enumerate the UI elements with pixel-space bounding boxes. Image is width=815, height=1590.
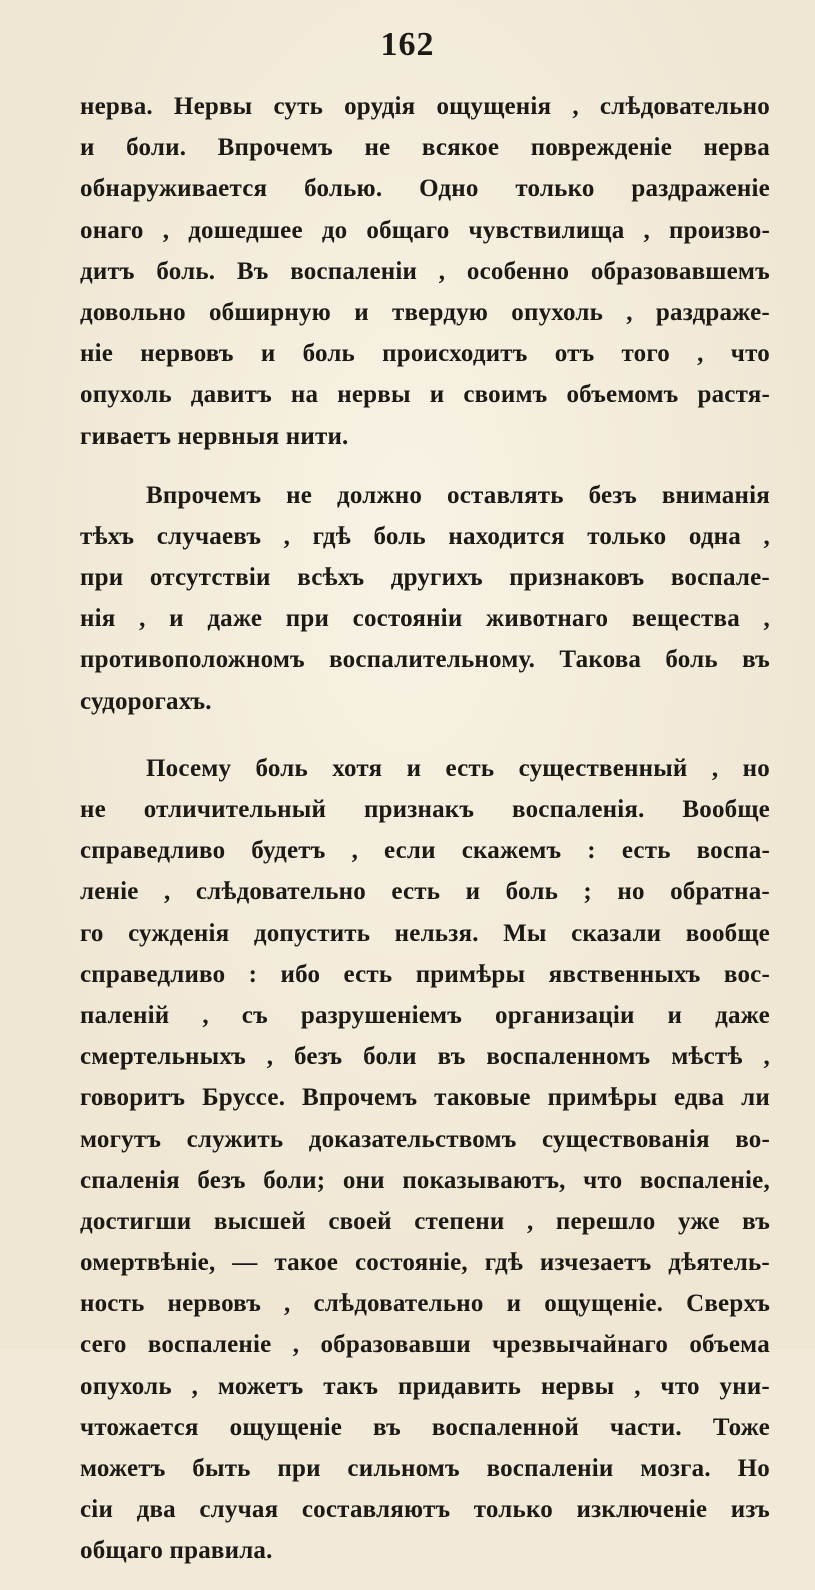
text-line: спаленія безъ боли; они показываютъ, что воспаленіе, <box>80 1166 770 1194</box>
text-line: чтожается ощущеніе въ воспаленной части. Тоже <box>80 1413 770 1441</box>
text-line: и боли. Впрочемъ не всякое поврежденіе нерва <box>80 134 770 162</box>
paragraph <box>80 86 770 457</box>
text-line: сіи два случая составляютъ только изключеніе изъ <box>80 1496 770 1524</box>
text-line: дитъ боль. Въ воспаленіи , особенно образовавшемъ <box>80 257 770 285</box>
text-line: омертвѣніе, — такое состояніе, гдѣ изчезаетъ дѣятель- <box>80 1249 770 1277</box>
text-line: при отсутствіи всѣхъ другихъ признаковъ воспале- <box>80 564 770 592</box>
text-line: паленій , съ разрушеніемъ организаціи и даже <box>80 1001 770 1029</box>
text-line: довольно обширную и твердую опухоль , раздраже- <box>80 298 770 326</box>
text-line: гиваетъ нервныя нити. <box>80 422 349 450</box>
text-line: можетъ быть при сильномъ воспаленіи мозга. Но <box>80 1455 770 1482</box>
text-line: го сужденія допустить нельзя. Мы сказали вообще <box>80 919 770 947</box>
text-line: судорогахъ. <box>80 687 212 715</box>
text-line: нерва. Нервы суть орудія ощущенія , слѣдовательно <box>80 93 770 120</box>
text-line: общаго правила. <box>80 1537 273 1565</box>
text-line: могутъ служить доказательствомъ существованія во- <box>80 1125 770 1153</box>
text-line: ность нервовъ , слѣдовательно и ощущеніе. Сверхъ <box>80 1290 770 1318</box>
text-line: опухоль , можетъ такъ придавить нервы , что уни- <box>80 1372 770 1400</box>
text-line: говоритъ Бруссе. Впрочемъ таковые примѣры едва ли <box>80 1084 770 1112</box>
text-line: нія , и даже при состояніи животнаго вещества , <box>80 605 770 633</box>
paragraph <box>80 475 770 722</box>
text-line: достигши высшей своей степени , перешло уже въ <box>80 1207 770 1235</box>
text-line: онаго , дошедшее до общаго чувствилища , произво- <box>80 216 770 244</box>
text-line: не отличительный признакъ воспаленія. Вообще <box>80 796 770 823</box>
text-line: смертельныхъ , безъ боли въ воспаленномъ мѣстѣ , <box>80 1043 770 1071</box>
page-number: 162 <box>380 26 435 63</box>
text-line: сего воспаленіе , образовавши чрезвычайнаго объема <box>80 1331 770 1359</box>
text-line: справедливо : ибо есть примѣры явственныхъ вос- <box>80 960 770 988</box>
body-text <box>80 86 770 1590</box>
text-line: справедливо будетъ , если скажемъ : есть воспа- <box>80 837 770 865</box>
text-line: леніе , слѣдовательно есть и боль ; но обратна- <box>80 878 770 906</box>
text-line: противоположномъ воспалительному. Такова боль въ <box>80 646 770 674</box>
paragraph <box>80 748 770 1572</box>
text-line: опухоль давитъ на нервы и своимъ объемомъ растя- <box>80 381 770 409</box>
text-line: Впрочемъ не должно оставлять безъ вниманія <box>146 481 770 509</box>
text-line: Посему боль хотя и есть существенный , но <box>146 754 770 782</box>
text-line: обнаруживается болью. Одно только раздраженіе <box>80 175 770 203</box>
text-line: ніе нервовъ и боль происходитъ отъ того , что <box>80 340 770 368</box>
text-line: тѣхъ случаевъ , гдѣ боль находится только одна , <box>80 522 770 550</box>
